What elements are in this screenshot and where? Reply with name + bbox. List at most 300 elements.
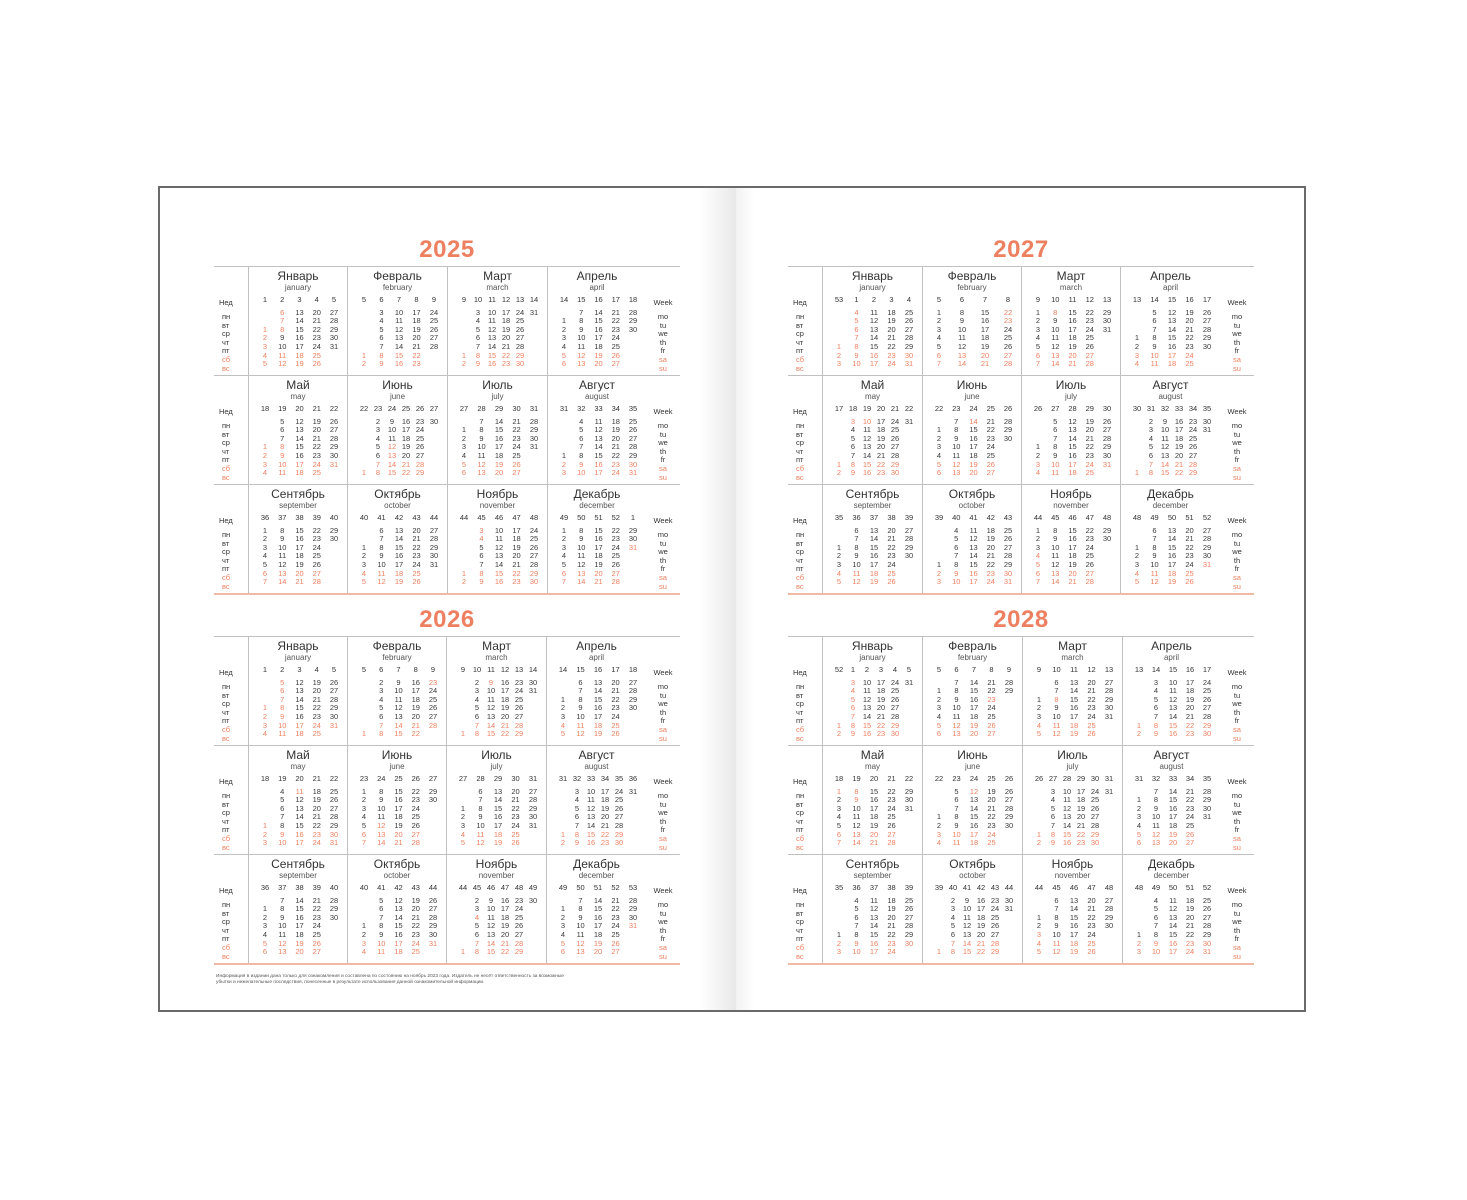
- day-cell: [626, 713, 640, 722]
- day-cell: [902, 839, 916, 848]
- weekday-label-en: fr: [1234, 825, 1240, 835]
- day-cell: 9: [959, 316, 965, 326]
- day-cell: 19: [594, 559, 603, 569]
- day-cell: 14: [862, 711, 872, 721]
- day-cell: 22: [501, 350, 511, 360]
- day-cell: 1: [361, 921, 367, 931]
- day-cell: 12: [1068, 416, 1077, 426]
- week-number: 48: [1134, 883, 1144, 892]
- month-october: [347, 484, 447, 593]
- day-cell: 20: [500, 929, 510, 939]
- day-cell: [327, 469, 341, 478]
- day-cell: 17: [295, 838, 304, 848]
- month-february: [922, 636, 1022, 745]
- day-cell: 20: [295, 947, 304, 957]
- day-cell: 7: [561, 577, 567, 587]
- day-cell: 22: [411, 729, 420, 739]
- day-cell: 21: [1185, 711, 1195, 721]
- ned-label: Нед: [219, 777, 233, 786]
- day-cell: 20: [312, 803, 321, 813]
- weekday-label-ru: вс: [222, 581, 230, 591]
- day-cell: 27: [611, 568, 620, 578]
- month-april: [547, 266, 646, 375]
- day-cell: 15: [586, 829, 596, 839]
- day-cell: 24: [887, 803, 896, 813]
- day-cell: 15: [593, 694, 603, 704]
- day-cell: 19: [887, 904, 896, 914]
- day-cell: 6: [954, 542, 959, 552]
- day-cell: 24: [1090, 786, 1100, 796]
- year-block-2027: [788, 236, 1254, 595]
- day-cell: 10: [852, 947, 861, 957]
- day-cell: 18: [1185, 895, 1195, 905]
- day-cell: 3: [361, 938, 367, 948]
- day-cell: 16: [969, 568, 978, 578]
- calendar-spread: [158, 186, 1306, 1012]
- day-cell: 7: [954, 551, 959, 561]
- day-cell: [327, 544, 341, 553]
- month-august: [547, 375, 646, 484]
- day-cell: 7: [950, 938, 956, 948]
- day-cell: 25: [887, 812, 896, 822]
- week-number: 30: [511, 774, 520, 783]
- week-number: 12: [501, 295, 511, 304]
- weekday-label-en: th: [659, 925, 667, 935]
- week-number: 44: [458, 883, 468, 892]
- day-cell: 13: [952, 729, 961, 739]
- day-cell: 14: [869, 921, 879, 931]
- day-cell: 9: [1053, 316, 1058, 326]
- day-cell: [1200, 578, 1214, 587]
- week-number: 7: [396, 295, 402, 304]
- day-cell: 24: [511, 820, 520, 830]
- week-number: 43: [990, 883, 1000, 892]
- day-cell: 8: [379, 350, 384, 360]
- day-cell: 29: [614, 829, 624, 839]
- day-cell: 14: [486, 938, 496, 948]
- weekday-label-ru: пт: [796, 716, 804, 726]
- day-cell: 27: [429, 333, 439, 343]
- day-cell: 22: [512, 568, 521, 578]
- day-cell: 5: [280, 416, 285, 426]
- day-cell: 28: [611, 577, 620, 587]
- day-cell: 29: [1104, 694, 1114, 704]
- day-cell: 9: [379, 795, 384, 805]
- week-number: 28: [476, 774, 485, 783]
- day-cell: 20: [1087, 895, 1096, 905]
- day-cell: 3: [1153, 677, 1159, 687]
- day-row: [348, 360, 447, 369]
- day-cell: 6: [280, 307, 285, 317]
- week-number: 36: [852, 883, 861, 892]
- day-cell: 2: [561, 459, 567, 469]
- day-cell: 21: [1185, 921, 1195, 931]
- day-cell: 20: [594, 568, 603, 578]
- week-number: 5: [936, 665, 942, 674]
- month-name-ru: Июль: [481, 748, 512, 762]
- day-cell: 15: [969, 686, 979, 696]
- ned-label: Нед: [219, 886, 233, 895]
- day-cell: 3: [474, 904, 480, 914]
- day-row: [1123, 839, 1220, 848]
- day-cell: 27: [1104, 677, 1114, 687]
- day-cell: 3: [262, 720, 268, 730]
- week-number: 32: [1160, 404, 1170, 413]
- day-cell: 30: [1090, 838, 1100, 848]
- day-cell: 30: [890, 729, 900, 739]
- day-cell: [1102, 813, 1116, 822]
- week-number: 1: [630, 513, 636, 522]
- day-cell: 23: [1185, 729, 1195, 739]
- day-cell: 8: [850, 720, 856, 730]
- weekday-label-ru: ср: [222, 699, 230, 709]
- weekday-label-ru: сб: [222, 572, 231, 582]
- day-cell: [902, 722, 916, 731]
- day-cell: [1002, 948, 1016, 957]
- day-cell: 8: [1053, 525, 1058, 535]
- month-name-ru: Август: [1152, 378, 1189, 392]
- day-cell: 3: [950, 904, 956, 914]
- day-cell: 16: [401, 416, 411, 426]
- day-row: [447, 839, 546, 848]
- day-cell: 2: [836, 729, 842, 739]
- day-row: [348, 839, 446, 848]
- day-cell: 26: [312, 559, 321, 569]
- month-name-en: september: [279, 501, 317, 510]
- day-cell: 23: [312, 711, 321, 721]
- weekday-label-en: we: [1232, 329, 1242, 339]
- day-cell: 5: [850, 694, 856, 704]
- day-cell: 1: [1036, 829, 1042, 839]
- week-number: 36: [260, 513, 270, 522]
- day-cell: 27: [1104, 895, 1114, 905]
- month-november: [1022, 854, 1122, 963]
- day-cell: 20: [969, 468, 978, 478]
- day-labels: [788, 375, 822, 484]
- day-cell: [626, 730, 640, 739]
- day-cell: 20: [593, 947, 603, 957]
- day-cell: [832, 704, 846, 713]
- day-cell: 8: [474, 947, 480, 957]
- day-cell: 6: [1148, 450, 1154, 460]
- day-cell: 9: [964, 895, 970, 905]
- day-cell: [902, 948, 916, 957]
- week-number: 5: [906, 665, 912, 674]
- day-cell: 1: [1136, 929, 1142, 939]
- month-december: [1120, 484, 1220, 593]
- day-cell: 14: [969, 677, 979, 687]
- day-cell: 13: [1167, 316, 1177, 326]
- week-number: 10: [473, 295, 483, 304]
- day-cell: 6: [1035, 568, 1041, 578]
- day-cell: 15: [295, 525, 304, 535]
- day-cell: 30: [1202, 803, 1212, 813]
- week-number: 14: [558, 665, 568, 674]
- day-cell: 27: [1085, 568, 1094, 578]
- day-cell: 17: [500, 904, 510, 914]
- day-cell: 18: [295, 551, 304, 561]
- week-number: 50: [1167, 513, 1177, 522]
- day-row: [1123, 730, 1220, 739]
- day-cell: 16: [1068, 534, 1077, 544]
- day-cell: 29: [628, 316, 638, 326]
- month-name-ru: Февраль: [948, 639, 997, 653]
- day-cell: 26: [412, 577, 421, 587]
- day-cell: 20: [600, 812, 610, 822]
- week-number: 13: [1132, 295, 1142, 304]
- day-cell: 17: [600, 786, 610, 796]
- day-cell: 12: [295, 795, 304, 805]
- day-cell: 6: [474, 711, 480, 721]
- day-cell: 24: [890, 416, 900, 426]
- weekday-label-ru: вс: [222, 842, 230, 852]
- day-cell: 17: [295, 542, 304, 552]
- weekday-label-en: su: [1233, 842, 1241, 852]
- day-cell: 20: [1087, 677, 1096, 687]
- day-cell: 5: [1050, 803, 1056, 813]
- day-cell: 21: [887, 333, 896, 343]
- day-cell: 20: [1068, 350, 1077, 360]
- day-cell: [327, 940, 341, 949]
- day-cell: 20: [887, 324, 896, 334]
- day-cell: 7: [1035, 359, 1041, 369]
- day-cell: 27: [628, 677, 638, 687]
- day-cell: [327, 352, 341, 361]
- day-cell: 7: [475, 341, 481, 351]
- day-cell: 10: [952, 577, 961, 587]
- day-cell: [902, 704, 916, 713]
- week-number: 13: [1134, 665, 1144, 674]
- weekday-label-ru: вт: [796, 690, 804, 700]
- day-cell: 16: [869, 938, 879, 948]
- day-cell: 3: [936, 829, 942, 839]
- day-cell: 17: [1185, 677, 1195, 687]
- day-cell: 5: [1152, 307, 1157, 317]
- day-cell: 4: [460, 829, 466, 839]
- day-cell: 26: [415, 442, 425, 452]
- day-cell: 31: [428, 938, 438, 948]
- day-cell: 10: [394, 307, 404, 317]
- week-number: 20: [876, 404, 886, 413]
- day-cell: 3: [836, 803, 842, 813]
- day-cell: 21: [611, 895, 620, 905]
- ned-label: Нед: [793, 886, 807, 895]
- day-cell: 12: [1168, 694, 1178, 704]
- day-cell: 3: [560, 921, 566, 931]
- day-cell: 2: [361, 551, 367, 561]
- day-cell: 1: [560, 904, 566, 914]
- week-number: 44: [429, 513, 439, 522]
- week-number: 9: [431, 295, 437, 304]
- week-number: 11: [487, 665, 495, 674]
- day-cell: 4: [836, 812, 842, 822]
- day-cell: [626, 931, 640, 940]
- week-number: 42: [976, 883, 986, 892]
- day-cell: 29: [1102, 525, 1112, 535]
- day-cell: 12: [1052, 947, 1061, 957]
- week-number: 52: [834, 665, 844, 674]
- day-cell: 15: [1167, 542, 1177, 552]
- week-number: 9: [460, 665, 466, 674]
- week-number: 5: [331, 295, 337, 304]
- day-cell: 8: [478, 803, 483, 813]
- day-cell: 13: [486, 711, 496, 721]
- day-cell: 14: [593, 686, 603, 696]
- week-number: 21: [887, 774, 896, 783]
- day-cell: 9: [854, 551, 859, 561]
- day-cell: 6: [854, 912, 859, 922]
- week-label: Week: [653, 407, 673, 416]
- day-cell: 30: [1102, 450, 1112, 460]
- day-cell: 2: [1148, 416, 1154, 426]
- day-cell: 20: [394, 829, 403, 839]
- day-cell: 1: [936, 947, 942, 957]
- weekday-label-ru: пн: [796, 791, 805, 800]
- day-cell: 14: [1062, 820, 1072, 830]
- day-cell: 21: [1076, 820, 1086, 830]
- day-cell: 14: [394, 720, 403, 730]
- day-cell: 17: [869, 803, 879, 813]
- day-cell: 28: [1003, 359, 1013, 369]
- day-cell: [258, 796, 272, 805]
- month-name-en: april: [589, 283, 605, 292]
- day-cell: 5: [1035, 559, 1041, 569]
- month-name-en: june: [964, 392, 980, 401]
- day-cell: 25: [1003, 525, 1013, 535]
- day-cell: 29: [904, 786, 914, 796]
- day-cell: 4: [461, 450, 467, 460]
- day-row: [447, 696, 546, 705]
- day-cell: 16: [493, 812, 503, 822]
- day-cell: 30: [529, 577, 539, 587]
- week-number: 31: [1104, 774, 1114, 783]
- day-cell: [357, 443, 371, 452]
- week-numbers-row: [1022, 405, 1120, 414]
- day-cell: 18: [411, 694, 420, 704]
- day-cell: 17: [1069, 929, 1079, 939]
- day-cell: 31: [1102, 459, 1112, 469]
- day-row: [1023, 788, 1122, 797]
- day-cell: 30: [329, 333, 339, 343]
- day-cell: [1102, 796, 1116, 805]
- day-cell: 6: [479, 551, 484, 561]
- day-cell: 10: [576, 711, 585, 721]
- day-cell: 4: [936, 450, 942, 460]
- day-cell: 8: [954, 559, 959, 569]
- months-grid: [248, 266, 646, 593]
- day-cell: 4: [1148, 433, 1154, 443]
- month-june: [347, 745, 446, 854]
- year-block-2026: [214, 606, 680, 965]
- weekday-label-ru: чт: [796, 446, 804, 456]
- day-cell: 7: [474, 720, 480, 730]
- day-cell: 4: [361, 947, 367, 957]
- week-number: 46: [1069, 883, 1079, 892]
- week-number: 35: [1202, 404, 1212, 413]
- weekday-label-ru: вт: [222, 690, 230, 700]
- month-april: [546, 636, 646, 745]
- day-cell: 5: [379, 324, 384, 334]
- day-cell: 13: [594, 433, 603, 443]
- day-cell: 2: [936, 316, 942, 326]
- day-row: [447, 948, 546, 957]
- day-cell: [626, 570, 640, 579]
- weekday-label-ru: ср: [796, 438, 804, 448]
- week-numbers-row: [547, 775, 646, 784]
- day-cell: 24: [312, 542, 321, 552]
- month-september: [822, 484, 922, 593]
- week-numbers-row: [348, 296, 447, 305]
- month-name-ru: Октябрь: [373, 857, 421, 871]
- day-cell: [832, 443, 846, 452]
- weekday-label-ru: сб: [222, 942, 231, 952]
- day-cell: 28: [514, 938, 524, 948]
- weekday-label-ru: чт: [796, 337, 804, 347]
- day-cell: 11: [577, 341, 586, 351]
- day-cell: 18: [876, 686, 886, 696]
- day-cell: 26: [611, 559, 620, 569]
- day-cell: 10: [952, 829, 961, 839]
- week-numbers-row: [547, 884, 646, 893]
- day-cell: [902, 578, 916, 587]
- day-cell: 16: [969, 433, 978, 443]
- week-number: 28: [477, 404, 486, 413]
- day-cell: 21: [869, 838, 879, 848]
- day-cell: 24: [611, 711, 620, 721]
- day-cell: 10: [278, 459, 287, 469]
- day-cell: 18: [1167, 359, 1177, 369]
- day-cell: 1: [1035, 307, 1041, 317]
- week-number: 25: [986, 404, 995, 413]
- day-cell: 2: [1136, 803, 1142, 813]
- day-cell: 24: [1087, 929, 1096, 939]
- day-cell: [456, 696, 470, 705]
- day-cell: 18: [1068, 333, 1077, 343]
- day-cell: 26: [1085, 559, 1094, 569]
- weekday-label-ru: вт: [222, 538, 230, 548]
- day-cell: 5: [479, 542, 484, 552]
- day-row: [823, 730, 922, 739]
- day-cell: 20: [295, 568, 304, 578]
- week-number: 7: [982, 295, 988, 304]
- week-number: 12: [1087, 665, 1096, 674]
- day-cell: 11: [1052, 938, 1061, 948]
- day-cell: 15: [594, 316, 603, 326]
- day-cell: 23: [987, 820, 996, 830]
- day-labels: [214, 375, 248, 484]
- week-labels: [646, 484, 680, 593]
- weekday-label-en: sa: [659, 354, 667, 364]
- day-cell: 19: [500, 703, 510, 713]
- day-labels: [214, 266, 248, 375]
- day-cell: 31: [429, 559, 439, 569]
- day-cell: 27: [329, 686, 339, 696]
- day-cell: 21: [1068, 577, 1077, 587]
- month-name-en: july: [491, 392, 504, 401]
- week-number: 4: [892, 665, 898, 674]
- day-cell: 25: [904, 307, 914, 317]
- day-cell: 4: [379, 316, 384, 326]
- day-cell: [626, 722, 640, 731]
- day-cell: 9: [1053, 450, 1058, 460]
- day-cell: 5: [579, 425, 584, 435]
- day-cell: [527, 352, 541, 361]
- day-cell: 31: [1202, 559, 1212, 569]
- week-number: 52: [1202, 883, 1212, 892]
- weekday-label-en: we: [658, 547, 668, 557]
- day-cell: 10: [1052, 711, 1061, 721]
- day-cell: 25: [515, 316, 525, 326]
